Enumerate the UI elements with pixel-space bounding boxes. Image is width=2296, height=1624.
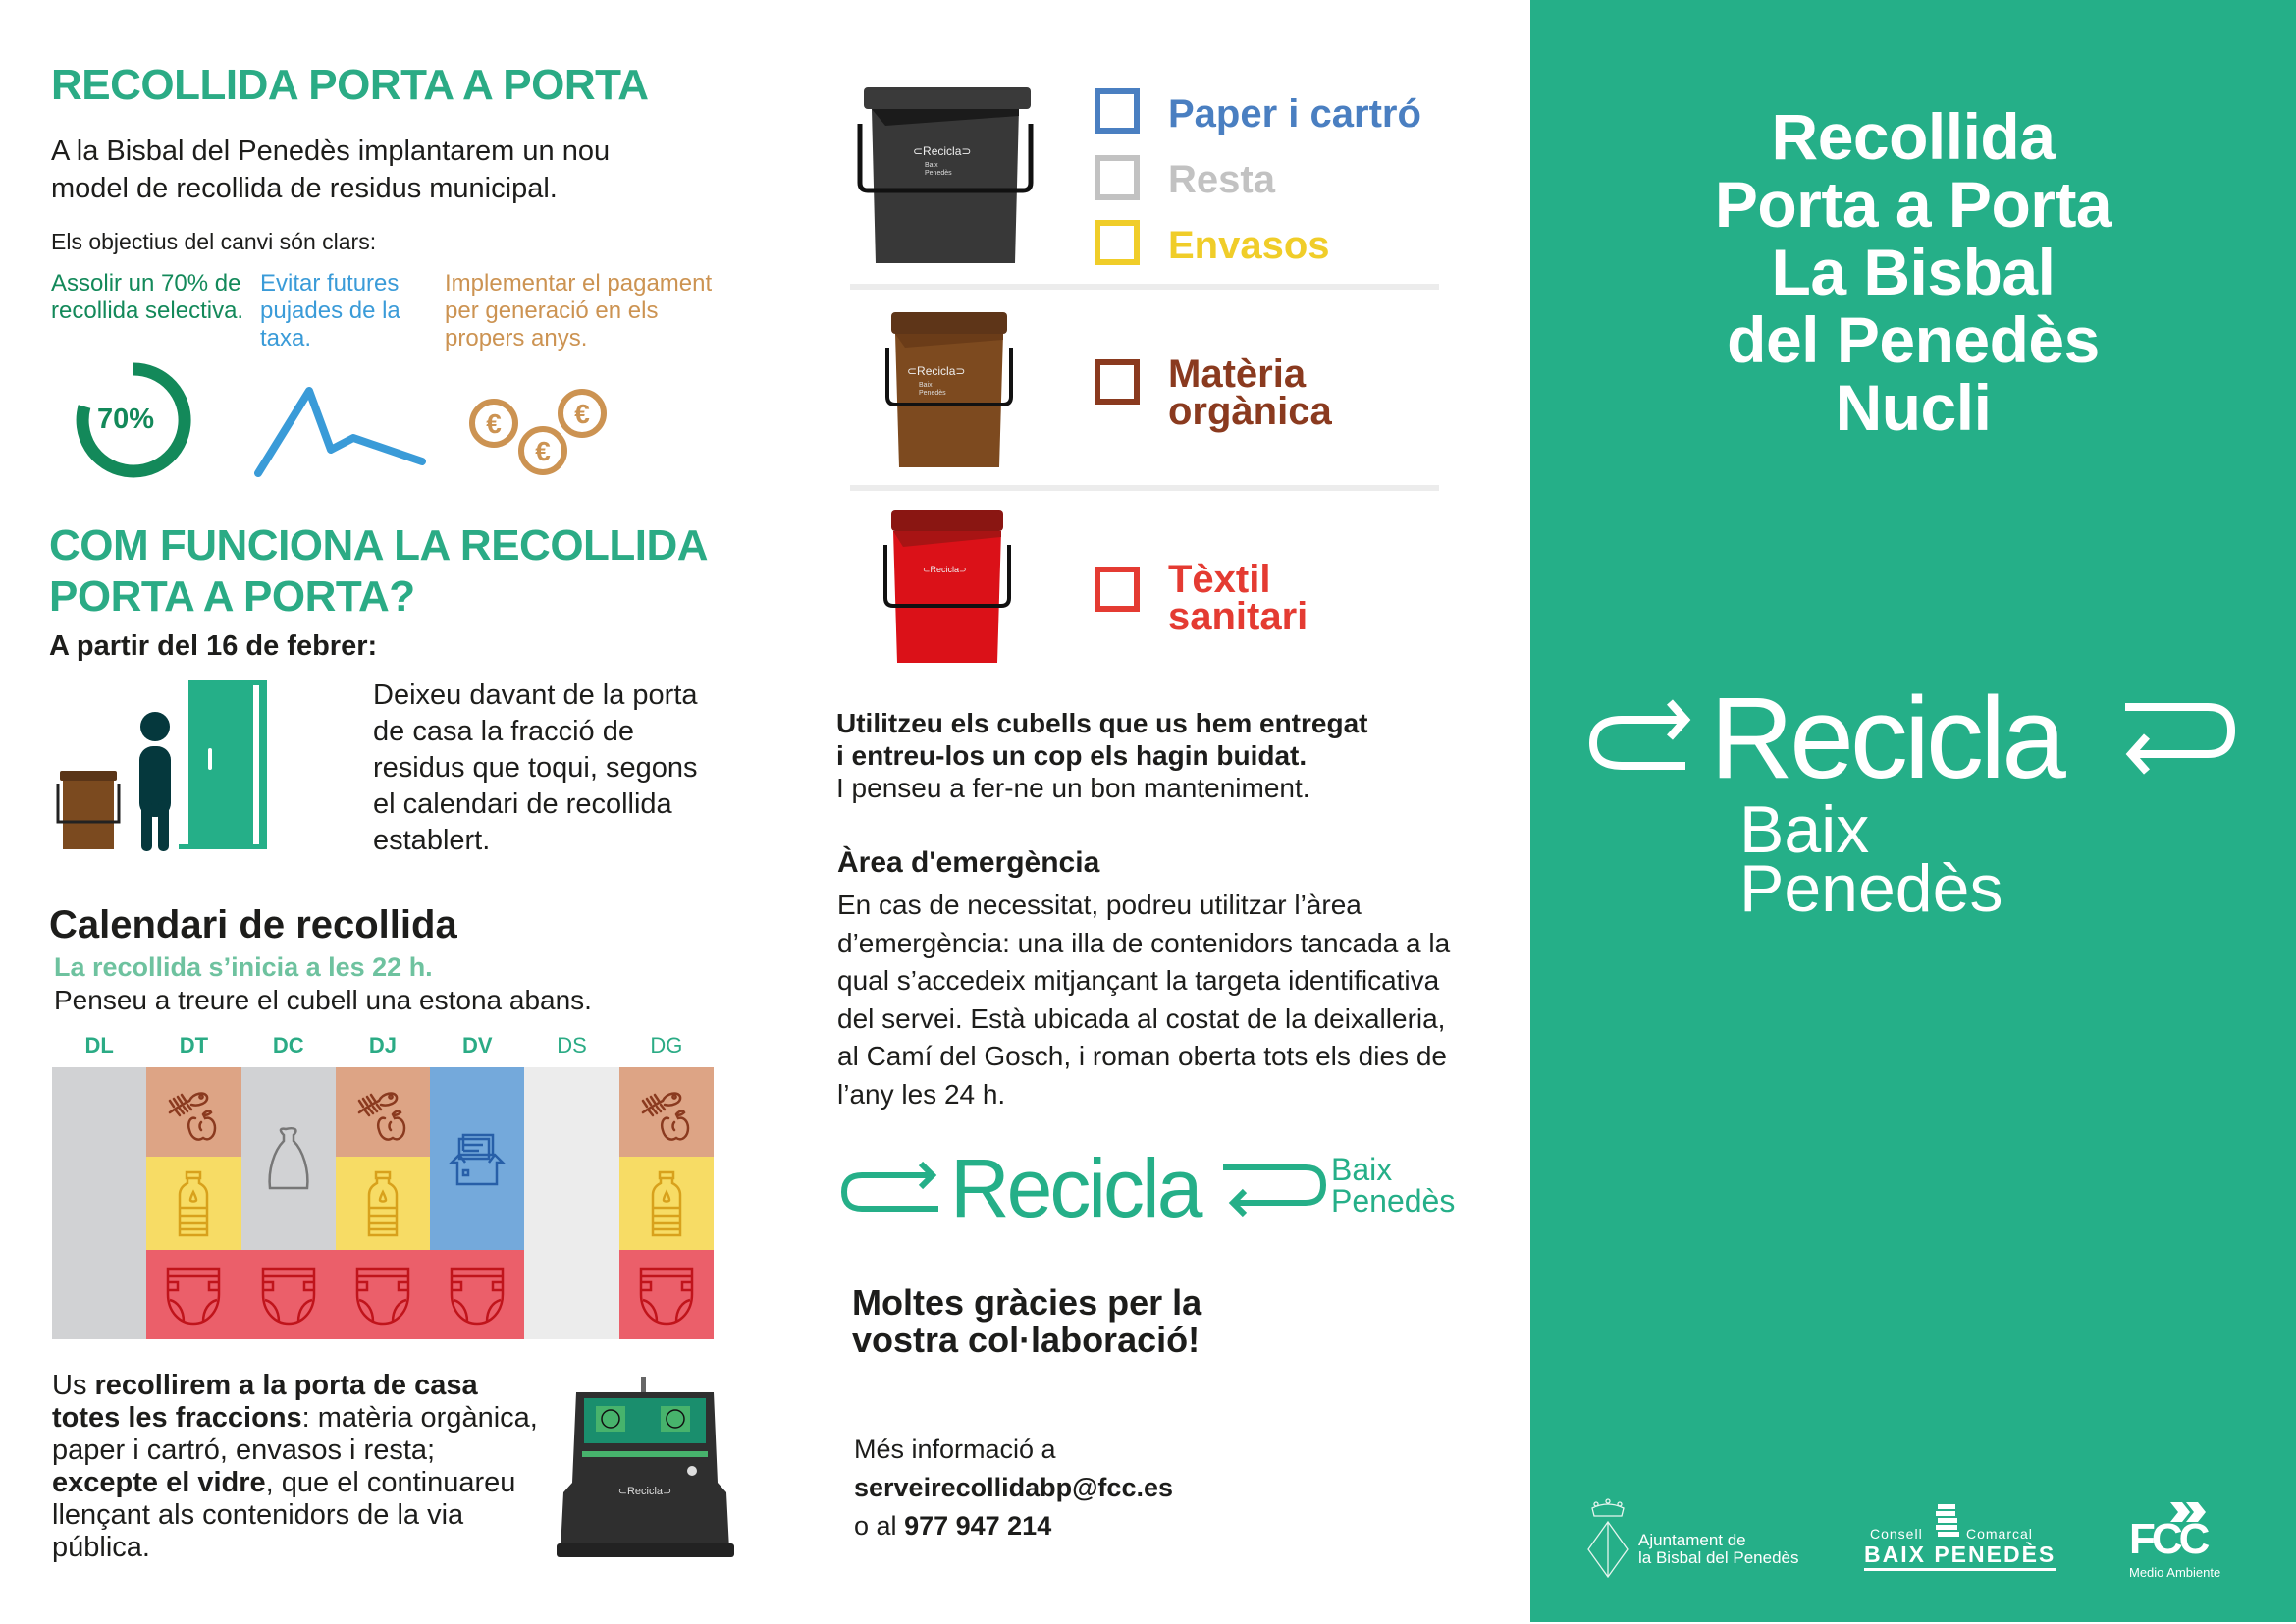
svg-text:€: € [574, 399, 590, 429]
heading-recollida-porta-a-porta: RECOLLIDA PORTA A PORTA [51, 61, 649, 109]
checkbox-envasos[interactable] [1095, 220, 1140, 265]
brown-bin-image [885, 310, 1013, 472]
cover-title-line: Porta a Porta [1714, 168, 2112, 241]
recicla-logo-text: Recicla [1710, 674, 2062, 803]
day-dc: DC [272, 1033, 304, 1057]
heading-com-funciona-text: COM FUNCIONA LA RECOLLIDA PORTA A PORTA? [49, 521, 707, 621]
day-ds: DS [557, 1033, 587, 1057]
calendar-subtitle: La recollida s’inicia a les 22 h. [54, 952, 433, 982]
person-icon [139, 712, 171, 851]
use-bins-bold-line2: i entreu-los un cop els hagin buidat. [836, 740, 1308, 771]
label-textile [1168, 558, 1308, 638]
glass-container-image [555, 1375, 736, 1561]
calendar-day-headers [52, 1033, 714, 1058]
cover-panel [1530, 0, 2296, 1622]
line-chart-icon [250, 383, 427, 481]
progress-ring-label: 70% [97, 404, 155, 435]
calendar-col-dc [241, 1067, 336, 1339]
recicla-logo-green [840, 1142, 1468, 1234]
goal-pay-as-you-throw: Implementar el pagament per generació en els propers anys. [445, 270, 713, 352]
note-part: Us [52, 1370, 95, 1401]
label-textile-line1: Tèxtil [1168, 558, 1271, 601]
instructions-text: Deixeu davant de la porta de casa la fracció de residus que toqui, segons el calendari de recollida establert. [373, 679, 698, 856]
label-envasos: Envasos [1168, 224, 1330, 267]
svg-text:€: € [486, 408, 502, 439]
recicla-left-arrow-icon [1587, 692, 1695, 771]
organic-waste-icon [351, 1079, 414, 1146]
fcc-sub-text: Medio Ambiente [2129, 1565, 2221, 1580]
contact-info [854, 1431, 1173, 1545]
checkbox-textile[interactable] [1095, 567, 1140, 612]
euro-coins-icon [461, 388, 618, 486]
goal-selective-collection: Assolir un 70% de recollida selectiva. [51, 270, 244, 324]
diaper-icon [162, 1261, 225, 1329]
sanitary-cell [336, 1250, 430, 1339]
phone-prefix: o al [854, 1511, 897, 1541]
svg-text:Baix: Baix [919, 382, 933, 389]
svg-text:€: € [535, 436, 551, 466]
cover-title-line: del Penedès [1727, 303, 2100, 376]
recicla-right-arrow-icon [1219, 1164, 1329, 1222]
ajuntament-logo-text [1638, 1532, 1799, 1567]
use-bins-normal-line: I penseu a fer-ne un bon manteniment. [836, 773, 1310, 803]
use-bins-text [836, 707, 1465, 804]
organic-cell [146, 1067, 240, 1157]
checkbox-organic[interactable] [1095, 359, 1140, 405]
cover-title [1530, 100, 2296, 444]
organic-cell [619, 1067, 714, 1157]
ajuntament-line1: Ajuntament de [1638, 1531, 1746, 1549]
fcc-text: FCC [2129, 1515, 2207, 1563]
note-bold: recollirem a la porta de casa totes les fraccions [52, 1370, 478, 1434]
label-organic-line2: orgànica [1168, 390, 1332, 433]
bottle-icon [168, 1168, 219, 1239]
svg-text:Penedès: Penedès [919, 390, 946, 397]
calendar-col-ds [524, 1067, 618, 1339]
cover-title-line: Recollida [1771, 100, 2056, 173]
use-bins-bold-line1: Utilitzeu els cubells que us hem entregat [836, 708, 1368, 738]
label-resta: Resta [1168, 158, 1275, 201]
black-bin-image [856, 84, 1035, 271]
day-dl: DL [84, 1033, 114, 1057]
recicla-logo-sub [1331, 1154, 1455, 1217]
bottle-icon [641, 1168, 692, 1239]
label-paper: Paper i cartró [1168, 92, 1421, 135]
divider [850, 284, 1439, 290]
trash-bag-icon [260, 1123, 317, 1194]
organic-cell [336, 1067, 430, 1157]
diaper-icon [257, 1261, 320, 1329]
diaper-icon [446, 1261, 508, 1329]
red-bin-image [883, 508, 1011, 665]
cover-title-line: Nucli [1835, 371, 1992, 444]
goal-avoid-tax-increase: Evitar futures pujades de la taxa. [260, 270, 400, 352]
ajuntament-line2: la Bisbal del Penedès [1638, 1548, 1799, 1567]
contact-phone-link[interactable]: 977 947 214 [904, 1511, 1052, 1541]
packaging-cell [619, 1157, 714, 1250]
checkbox-paper[interactable] [1095, 88, 1140, 134]
calendar-col-dg [619, 1067, 714, 1339]
day-dj: DJ [368, 1033, 398, 1057]
info-label: Més informació a [854, 1435, 1056, 1464]
ajuntament-coat-of-arms-icon [1586, 1498, 1629, 1587]
paper-box-icon [446, 1127, 508, 1190]
recicla-logo-text: Recicla [950, 1142, 1201, 1234]
paper-cell [430, 1067, 524, 1250]
diaper-icon [351, 1261, 414, 1329]
door-person-illustration [54, 677, 314, 854]
fcc-logo [2129, 1500, 2237, 1583]
calendar-col-dv [430, 1067, 524, 1339]
day-dt: DT [179, 1033, 209, 1057]
label-organic-line1: Matèria [1168, 352, 1307, 396]
svg-text:⊂Recicla⊃: ⊂Recicla⊃ [617, 1486, 672, 1497]
recicla-logo-sub2: Penedès [1739, 851, 2003, 926]
recicla-logo-sub1: Baix [1331, 1152, 1393, 1187]
collection-calendar-grid [52, 1067, 714, 1339]
packaging-cell [336, 1157, 430, 1250]
sanitary-cell [241, 1250, 336, 1339]
organic-waste-icon [162, 1079, 225, 1146]
recicla-logo-sub2: Penedès [1331, 1183, 1456, 1218]
note-bold: excepte el vidre [52, 1467, 266, 1498]
recicla-logo-sub1: Baix [1739, 792, 1870, 867]
start-date: A partir del 16 de febrer: [49, 630, 378, 662]
brown-bin-icon [58, 771, 119, 849]
consell-stack-icon [1934, 1504, 1961, 1540]
svg-text:Penedès: Penedès [925, 170, 952, 177]
checkbox-resta[interactable] [1095, 155, 1140, 200]
rest-cell [241, 1067, 336, 1250]
calendar-title: Calendari de recollida [49, 903, 457, 947]
svg-text:Baix: Baix [925, 162, 938, 169]
heading-com-funciona [49, 520, 756, 623]
sanitary-cell [430, 1250, 524, 1339]
thanks-text [852, 1284, 1201, 1359]
organic-waste-icon [635, 1079, 698, 1146]
thanks-line2: vostra col·laboració! [852, 1320, 1201, 1360]
door-icon [179, 680, 267, 849]
consell-comarcal-logo [1864, 1504, 2056, 1583]
baix-penedes-label: BAIX PENEDÈS [1864, 1542, 2056, 1571]
emergency-area-body: En cas de necessitat, podreu utilitzar l’àrea d’emergència: una illa de contenidors tancada a la qual s’accedeix mitjançant la targeta identificativa del servei. Està ubicada al costat de la deixalleria, al Camí del Gosch, i roman oberta tots els dies de l’any les 24 h. [837, 890, 1451, 1110]
bottle-icon [357, 1168, 408, 1239]
emergency-area-title: Àrea d'emergència [837, 846, 1100, 879]
label-organic [1168, 352, 1332, 433]
door-collection-note [52, 1370, 543, 1564]
label-textile-line2: sanitari [1168, 595, 1308, 638]
sanitary-cell [619, 1250, 714, 1339]
recicla-right-arrow-icon [2119, 699, 2237, 787]
contact-email-link[interactable]: serveirecollidabp@fcc.es [854, 1473, 1173, 1502]
packaging-cell [146, 1157, 240, 1250]
recicla-logo-sub [1739, 792, 2003, 926]
cover-title-line: La Bisbal [1771, 236, 2056, 308]
objectives-title: Els objectius del canvi són clars: [51, 229, 377, 254]
thanks-line1: Moltes gràcies per la [852, 1282, 1202, 1323]
divider [850, 485, 1439, 491]
day-dv: DV [461, 1033, 493, 1057]
calendar-col-dt [146, 1067, 240, 1339]
sanitary-cell [146, 1250, 240, 1339]
day-dg: DG [650, 1033, 683, 1057]
intro-text: A la Bisbal del Penedès implantarem un nou model de recollida de residus municipal. [51, 135, 611, 204]
calendar-col-dj [336, 1067, 430, 1339]
diaper-icon [635, 1261, 698, 1329]
svg-text:⊂Recicla⊃: ⊂Recicla⊃ [907, 364, 966, 378]
note-part: : matèria orgànica, paper i cartró, envasos i resta; [52, 1402, 538, 1466]
consell-label: Consell [1870, 1526, 1923, 1542]
calendar-col-dl [52, 1067, 146, 1339]
calendar-note: Penseu a treure el cubell una estona abans. [54, 985, 592, 1015]
note-part: , que el continuareu llençant als contenidors de la via pública. [52, 1467, 516, 1563]
svg-text:⊂Recicla⊃: ⊂Recicla⊃ [913, 144, 972, 158]
comarcal-label: Comarcal [1966, 1526, 2033, 1542]
svg-text:⊂Recicla⊃: ⊂Recicla⊃ [923, 565, 967, 574]
recicla-left-arrow-icon [840, 1160, 944, 1213]
